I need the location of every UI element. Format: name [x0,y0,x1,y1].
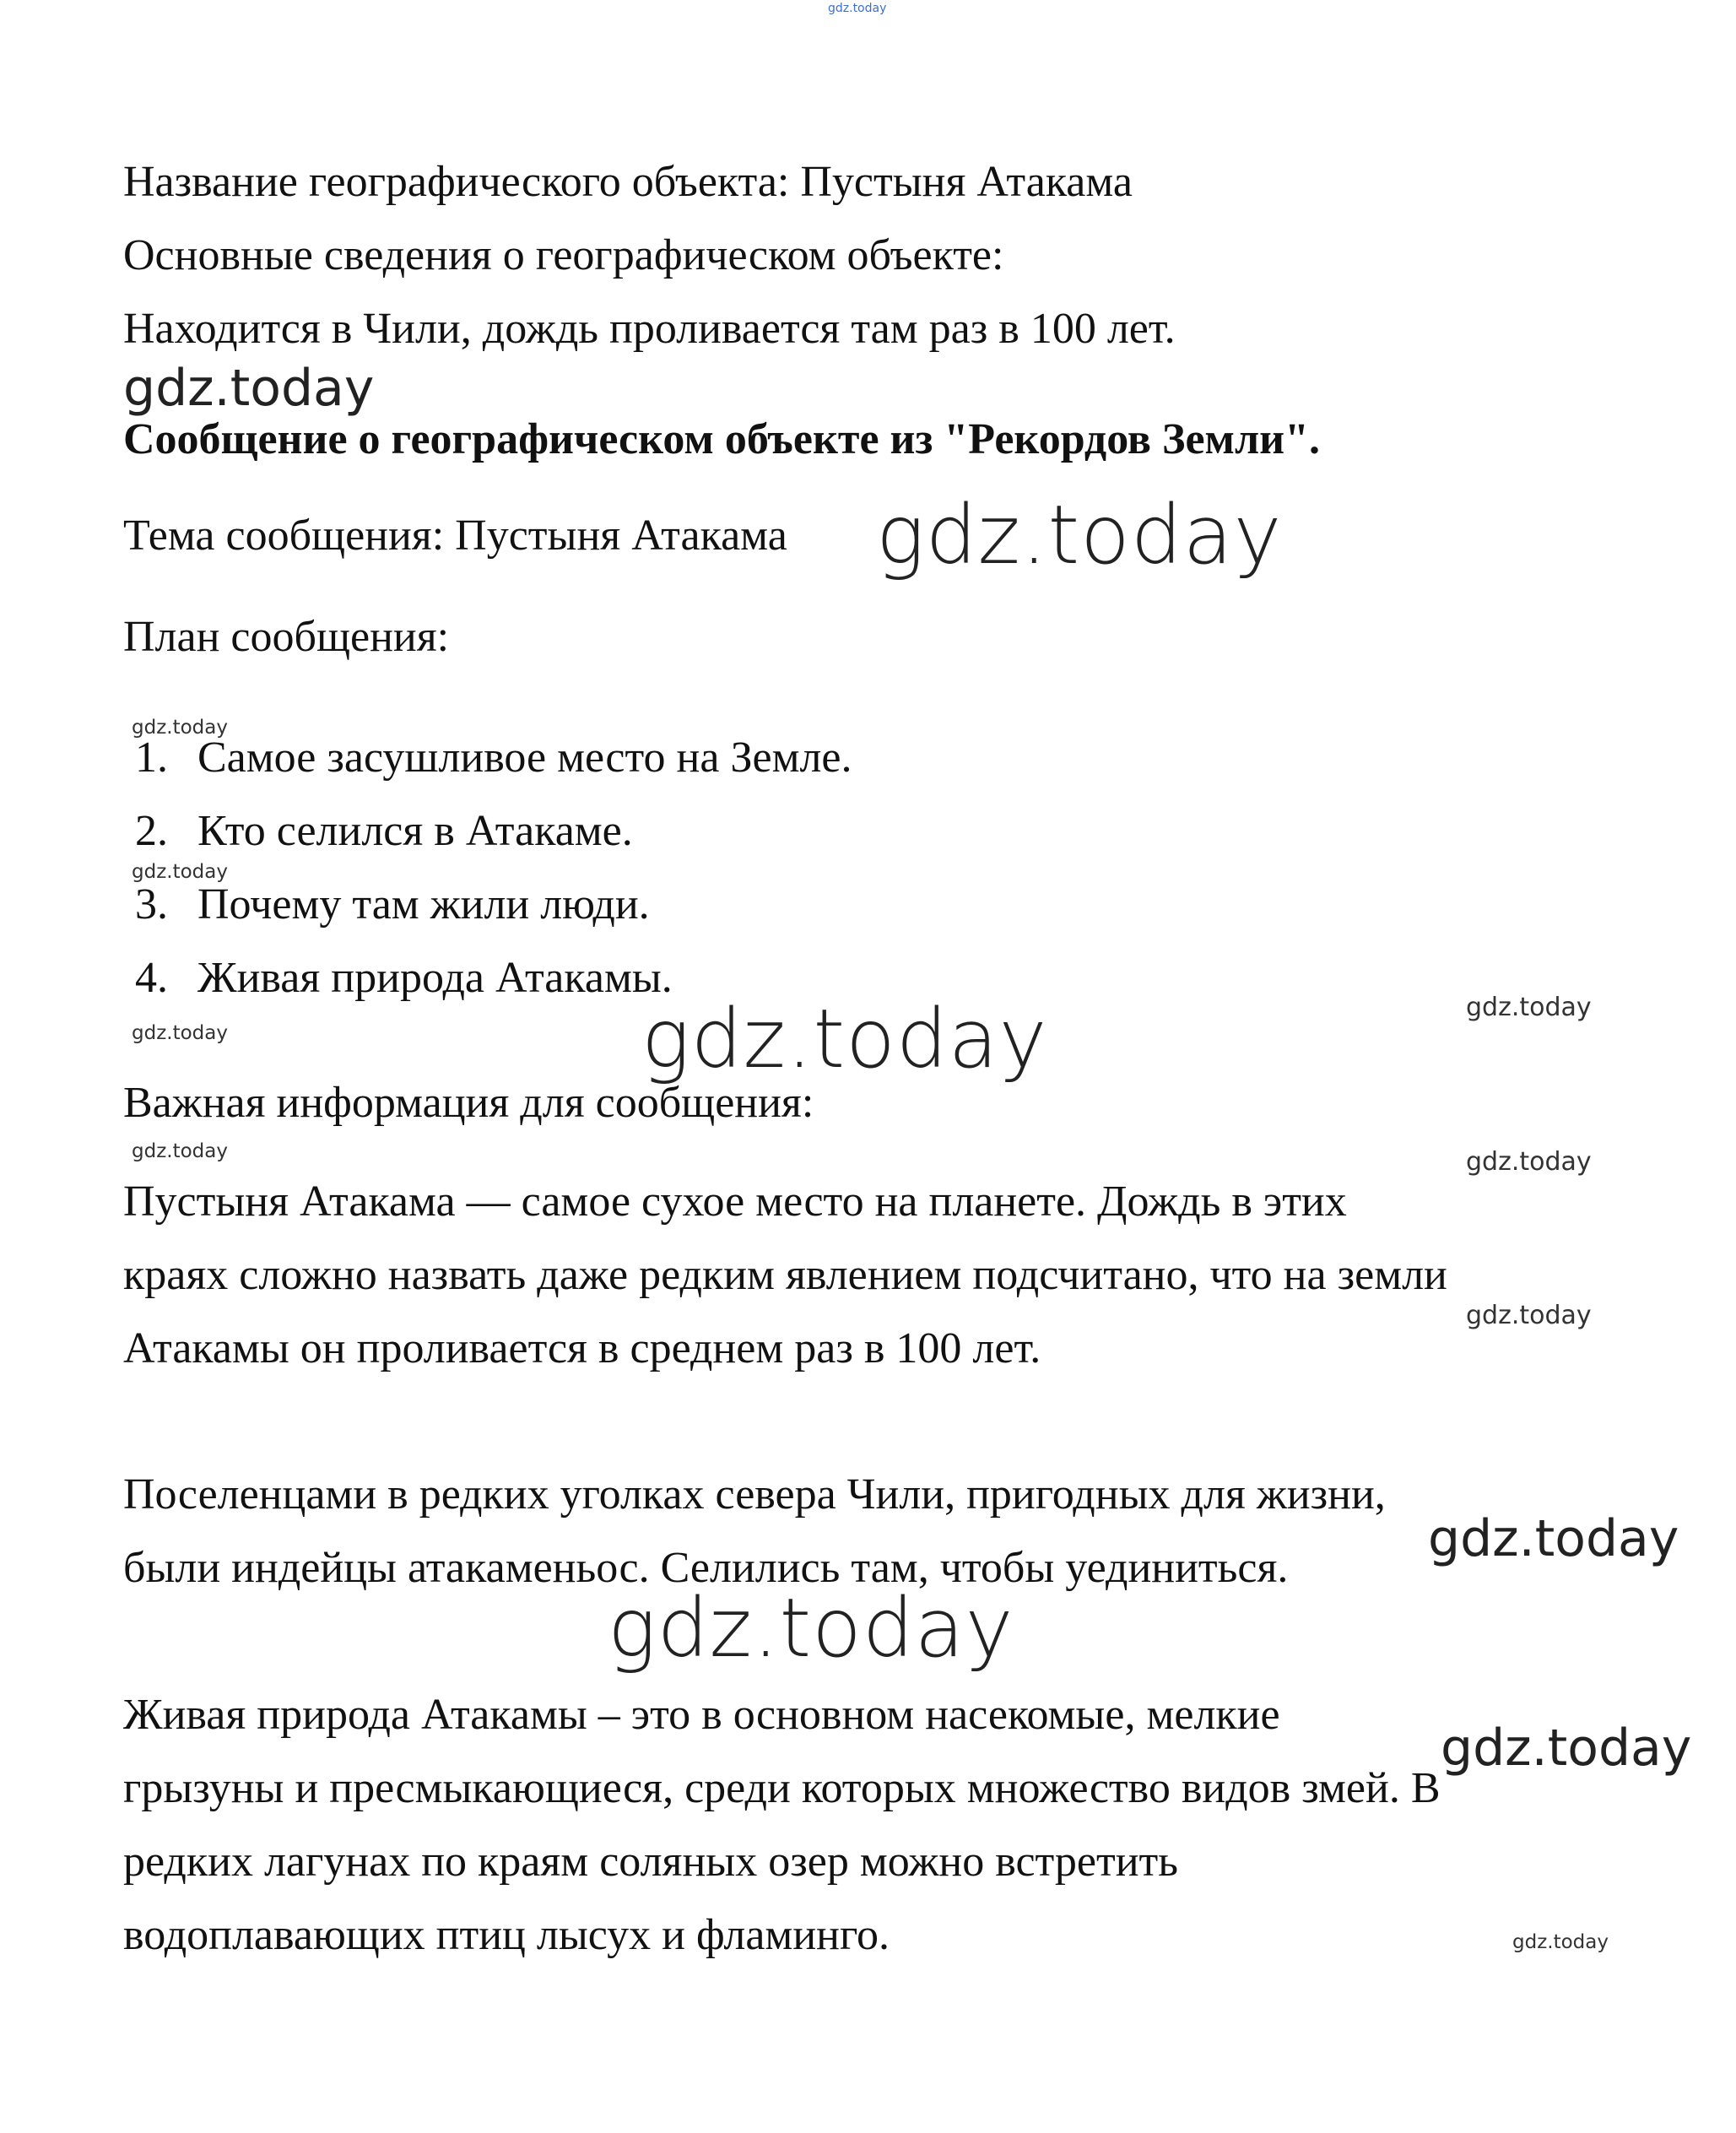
plan-item-number: 2. [135,807,168,855]
watermark: gdz.today [1466,1147,1592,1177]
plan-item-number: 3. [135,880,168,928]
paragraph-line: Поселенцами в редких уголках севера Чили, пригодных для жизни, [123,1470,1386,1519]
plan-item-number: 4. [135,954,168,1002]
important-heading: Важная информация для сообщения: [123,1079,814,1127]
plan-item: Живая природа Атакамы. [197,954,673,1002]
watermark: gdz.today [1441,1719,1692,1778]
watermark: gdz.today [132,717,228,739]
paragraph-line: Живая природа Атакамы – это в основном насекомые, мелкие [123,1691,1280,1739]
watermark-top[interactable]: gdz.today [828,2,887,15]
paragraph-line: Атакамы он проливается в среднем раз в 100 лет. [123,1324,1041,1372]
paragraph-line: были индейцы атакаменьос. Селились там, чтобы уединиться. [123,1544,1289,1592]
plan-item: Кто селился в Атакаме. [197,807,633,855]
info-heading: Основные сведения о географическом объекте: [123,231,1004,279]
plan-item-number: 1. [135,734,168,782]
watermark: gdz.today [1466,1301,1592,1330]
paragraph-line: краях сложно назвать даже редким явлением подсчитано, что на земли [123,1251,1447,1299]
paragraph-line: редких лагунах по краям соляных озер можно встретить [123,1838,1178,1886]
plan-item: Самое засушливое место на Земле. [197,734,852,782]
paragraph-line: Пустыня Атакама — самое сухое место на планете. Дождь в этих [123,1177,1347,1226]
watermark: gdz.today [123,359,375,418]
info-text: Находится в Чили, дождь проливается там раз в 100 лет. [123,305,1176,353]
watermark: gdz.today [132,1022,228,1044]
watermark: gdz.today [1466,993,1592,1022]
paragraph-line: грызуны и пресмыкающиеся, среди которых множество видов змей. В [123,1764,1441,1812]
watermark: gdz.today [641,992,1048,1086]
paragraph-line: водоплавающих птиц лысух и фламинго. [123,1911,890,1959]
watermark: gdz.today [608,1581,1014,1676]
watermark: gdz.today [1512,1931,1609,1953]
plan-heading: План сообщения: [123,613,450,661]
watermark: gdz.today [876,488,1283,582]
watermark: gdz.today [1428,1509,1679,1568]
object-name: Название географического объекта: Пустыня Атакама [123,158,1133,206]
watermark: gdz.today [132,861,228,883]
plan-item: Почему там жили люди. [197,880,650,928]
topic: Тема сообщения: Пустыня Атакама [123,512,787,560]
message-title: Сообщение о географическом объекте из "Рекордов Земли". [123,415,1320,463]
watermark: gdz.today [132,1140,228,1162]
